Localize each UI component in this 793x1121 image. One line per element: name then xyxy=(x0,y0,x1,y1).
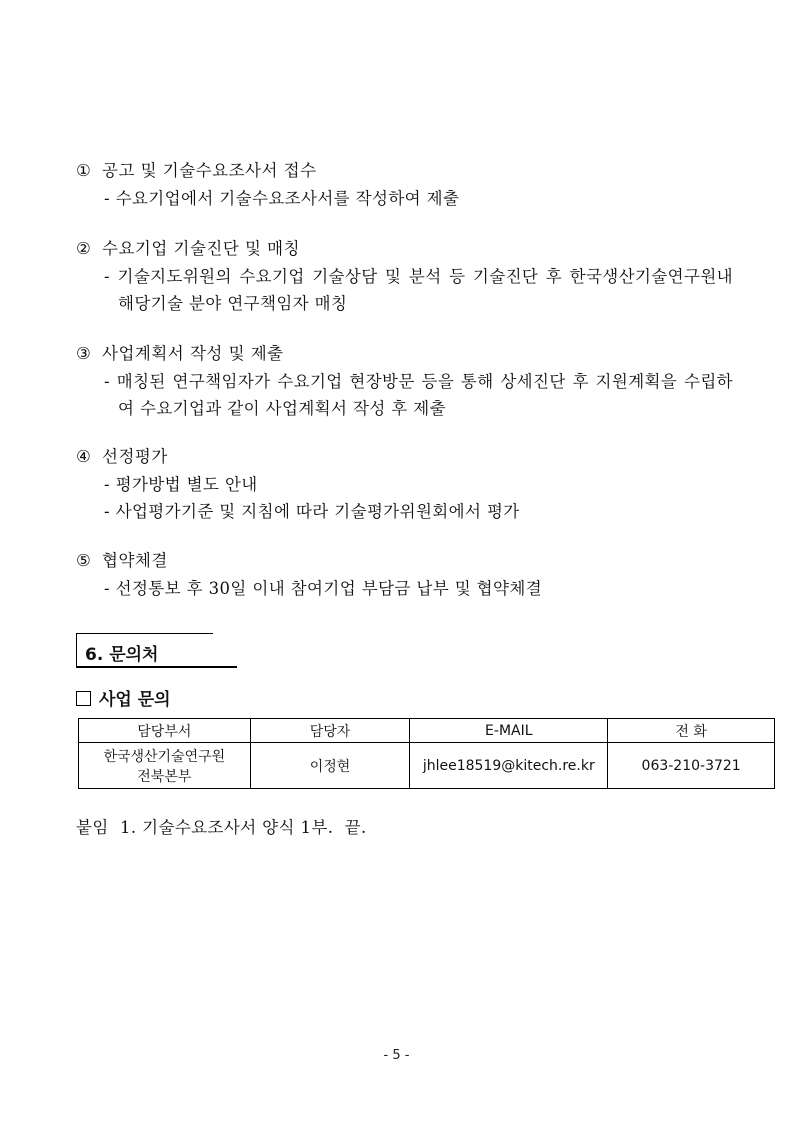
step-title xyxy=(76,157,733,185)
step-title-text: 선정평가 xyxy=(102,447,168,466)
square-bullet-icon xyxy=(76,691,91,706)
step-bullet: - 수요기업에서 기술수요조사서를 작성하여 제출 xyxy=(104,189,460,208)
cell-phone: 063-210-3721 xyxy=(608,743,775,789)
attachment-note: 붙임 1. 기술수요조사서 양식 1부. 끝. xyxy=(76,818,367,837)
subsection-heading xyxy=(76,685,171,710)
header-dept: 담당부서 xyxy=(79,719,251,743)
step-title xyxy=(76,340,733,368)
step-number: ③ xyxy=(76,344,92,363)
step-number: ① xyxy=(76,161,92,180)
cell-dept xyxy=(79,743,251,789)
step-number: ② xyxy=(76,239,92,258)
step-number: ④ xyxy=(76,447,92,466)
contact-table xyxy=(78,718,775,789)
subsection-title: 사업 문의 xyxy=(99,690,171,710)
header-email: E-MAIL xyxy=(410,719,608,743)
section-underline xyxy=(76,666,237,668)
step-bullet: - 매칭된 연구책임자가 수요기업 현장방문 등을 통해 상세진단 후 지원계획을 수립하여 수요기업과 같이 사업계획서 작성 후 제출 xyxy=(104,372,733,418)
step-bullet: - 평가방법 별도 안내 xyxy=(104,475,258,494)
dept-line-1: 한국생산기술연구원 xyxy=(103,748,226,765)
step-title-text: 수요기업 기술진단 및 매칭 xyxy=(102,239,301,258)
step-1 xyxy=(76,157,733,212)
cell-email[interactable]: jhlee18519@kitech.re.kr xyxy=(410,743,608,789)
section-title: 6. 문의처 xyxy=(85,645,159,665)
table-header-row xyxy=(79,719,775,743)
step-title-text: 공고 및 기술수요조사서 접수 xyxy=(102,161,317,180)
step-2 xyxy=(76,235,733,317)
step-title xyxy=(76,547,733,575)
step-title xyxy=(76,443,733,471)
page-number: - 5 - xyxy=(383,1048,410,1063)
step-title-text: 사업계획서 작성 및 제출 xyxy=(102,344,284,363)
step-5 xyxy=(76,547,733,602)
step-bullet: - 사업평가기준 및 지침에 따라 기술평가위원회에서 평가 xyxy=(104,502,520,521)
step-title xyxy=(76,235,733,263)
header-person: 담당자 xyxy=(250,719,410,743)
step-bullet: - 기술지도위원의 수요기업 기술상담 및 분석 등 기술진단 후 한국생산기술연구원내 해당기술 분야 연구책임자 매칭 xyxy=(104,267,733,313)
step-4 xyxy=(76,443,733,525)
dept-line-2: 전북본부 xyxy=(137,768,192,785)
cell-person: 이정현 xyxy=(250,743,410,789)
section-heading-box xyxy=(76,633,213,668)
table-row xyxy=(79,743,775,789)
step-bullet: - 선정통보 후 30일 이내 참여기업 부담금 납부 및 협약체결 xyxy=(104,579,543,598)
step-3 xyxy=(76,340,733,422)
header-phone: 전 화 xyxy=(608,719,775,743)
step-number: ⑤ xyxy=(76,551,92,570)
step-title-text: 협약체결 xyxy=(102,551,168,570)
